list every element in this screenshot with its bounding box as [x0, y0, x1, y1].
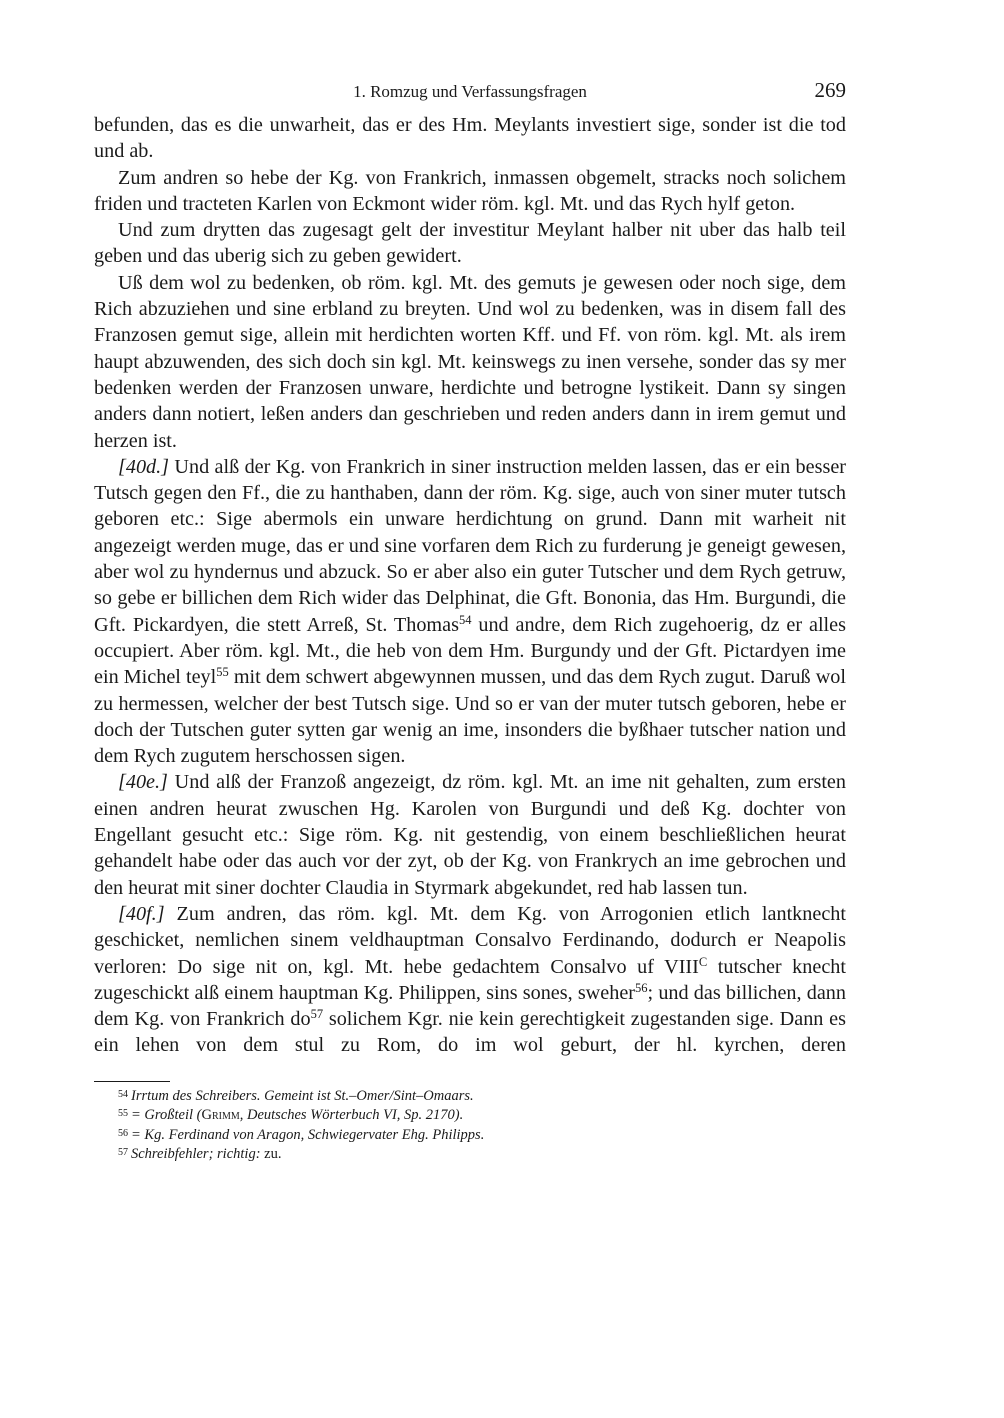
footnote-number: 54 — [118, 1088, 128, 1100]
footnote-text-italic: Schreibfehler; richtig: — [131, 1146, 261, 1163]
footnote-number: 55 — [118, 1108, 128, 1120]
paragraph-7-text-c: ; und das billichen, dann dem Kg. von Frankrich do — [94, 981, 846, 1031]
paragraph-4: Uß dem wol zu bedenken, ob röm. kgl. Mt. des gemuts je gewesen oder noch sige, dem Rich abzuziehen und sine erbland zu breyten. Und wol zu bedenken, was in disem fall des Franzosen gemut sige, allein mit herdichten worten Kff. und Ff. von röm. kgl. Mt. als irem haupt abzuwenden, des sich doch sin kgl. Mt. keinswegs zu inen versehe, sonder das sy mer bedenken werden der Franzosen unware, herdichte und betrogne lystikeit. Dann sy singen anders dann notiert, leßen anders dan geschrieben und reden anders dann in irem gemut und herzen ist. — [94, 271, 846, 452]
footnote-ref-54: 54 — [458, 612, 472, 627]
section-marker-40f: [40f.] — [118, 902, 165, 925]
paragraph-5-text-a: Und alß der Kg. von Frankrich in siner instruction melden lassen, das er ein besser Tutsch gegen den Ff., die zu hanthaben, dann der röm. Kg. sige, auch von siner muter tutsch geboren etc.: Sige abermols ein unware herdichtung on grund. Dann mit warheit nit angezeigt werden muge, das er und sine vorfaren dem Rich zu furderung je geneigt gewesen, aber wol zu hyndernus und abzuck. So er aber also ein guter Tutscher und dem Rych getruw, so gebe er billichen dem Rich wider das Delphinat, die Gft. Bononia, das Hm. Burgundi, die Gft. Pickardyen, die stett Arreß, St. Thomas — [94, 455, 846, 636]
footnote-text: Irrtum des Schreibers. Gemeint ist St.–Omer/Sint–Omaars. — [131, 1087, 474, 1104]
paragraph-5 — [94, 454, 846, 770]
footnote-author-name: Grimm — [201, 1107, 240, 1124]
footnote-text-plain: zu. — [260, 1146, 282, 1163]
footnote-ref-55: 55 — [216, 665, 229, 680]
footnote-text-post: , Deutsches Wörterbuch VI, Sp. 2170). — [239, 1107, 464, 1124]
paragraph-7-text-a: Zum andren, das röm. kgl. Mt. dem Kg. von Arrogonien etlich lantknecht geschicket, nemlichen sinem veldhauptman Consalvo Ferdinando, dodurch er Neapolis verloren: Do sige nit on, kgl. Mt. hebe gedachtem Consalvo uf VIII — [94, 902, 846, 978]
paragraph-5-text-c: mit dem schwert abgewynnen mussen, und das dem Rych zugut. Daruß wol zu hermessen, welcher der best Tutsch sige. Und so er van der muter tutsch geboren, hebe er doch der Tutschen guter sytten gar wenig an ime, insonders die byßhaer tutscher nation und dem Rych zugutem herschossen sigen. — [94, 666, 846, 768]
footnote-55 — [94, 1105, 846, 1125]
paragraph-6-text: Und alß der Franzoß angezeigt, dz röm. kgl. Mt. an ime nit gehalten, zum ersten einen andren heurat zwuschen Hg. Karolen von Burgundi und deß Kg. dochter von Engellant gesucht etc.: Sige röm. Kg. nit gestendig, von einem beschließlichen heurat gehandelt habe oder das auch vor der zyt, ob der Kg. von Frankrych an ime gebrochen und den heurat mit siner dochter Claudia in Styrmark abgekundet, red hab lassen tun. — [94, 771, 846, 899]
footnotes — [94, 1086, 846, 1164]
paragraph-5-text-b: und andre, dem Rich zugehoerig, dz er alles occupiert. Aber röm. kgl. Mt., die heb von dem Hm. Burgundy und der Gft. Pictardyen ime ein Michel teyl — [94, 613, 846, 689]
footnote-57 — [94, 1144, 846, 1164]
paragraph-1: befunden, das es die unwarheit, das er des Hm. Meylants investiert sige, sonder ist die tod und ab. — [94, 114, 846, 163]
page-header — [94, 78, 846, 112]
paragraph-2: Zum andren so hebe der Kg. von Frankrich, inmassen obgemelt, stracks noch solichem friden und tracteten Karlen von Eckmont wider röm. kgl. Mt. und das Rych hylf geton. — [94, 166, 846, 215]
paragraph-7-text-b: tutscher knecht zugeschickt alß einem hauptman Kg. Philippen, sins sones, sweher — [94, 955, 846, 1004]
footnote-number: 56 — [118, 1127, 128, 1139]
footnote-text: = Kg. Ferdinand von Aragon, Schwiegervater Ehg. Philipps. — [131, 1126, 485, 1143]
footnote-ref-56: 56 — [635, 980, 648, 995]
footnote-text-pre: = Großteil ( — [131, 1107, 202, 1124]
footnote-number: 57 — [118, 1147, 128, 1159]
paragraph-3: Und zum drytten das zugesagt gelt der investitur Meylant halber nit uber das halb teil geben und das uberig sich zu geben gewidert. — [94, 219, 846, 268]
superscript-c: C — [698, 954, 708, 969]
paragraph-7-text-d: solichem Kgr. nie kein gerechtigkeit zugestanden sige. Dann es ein lehen von dem stul zu Rom, do im wol geburt, der hl. kyrchen, deren — [94, 1008, 846, 1057]
body-text — [94, 112, 846, 1059]
paragraph-7 — [94, 901, 846, 1059]
footnote-rule — [94, 1081, 170, 1082]
footnote-ref-57: 57 — [310, 1007, 324, 1022]
footnote-56 — [94, 1125, 846, 1145]
page — [94, 78, 846, 1164]
section-marker-40d: [40d.] — [118, 455, 170, 478]
page-number: 269 — [814, 78, 846, 102]
paragraph-6 — [94, 769, 846, 900]
running-head: 1. Romzug und Verfassungsfragen — [353, 82, 587, 101]
footnote-54 — [94, 1086, 846, 1106]
section-marker-40e: [40e.] — [118, 771, 168, 794]
